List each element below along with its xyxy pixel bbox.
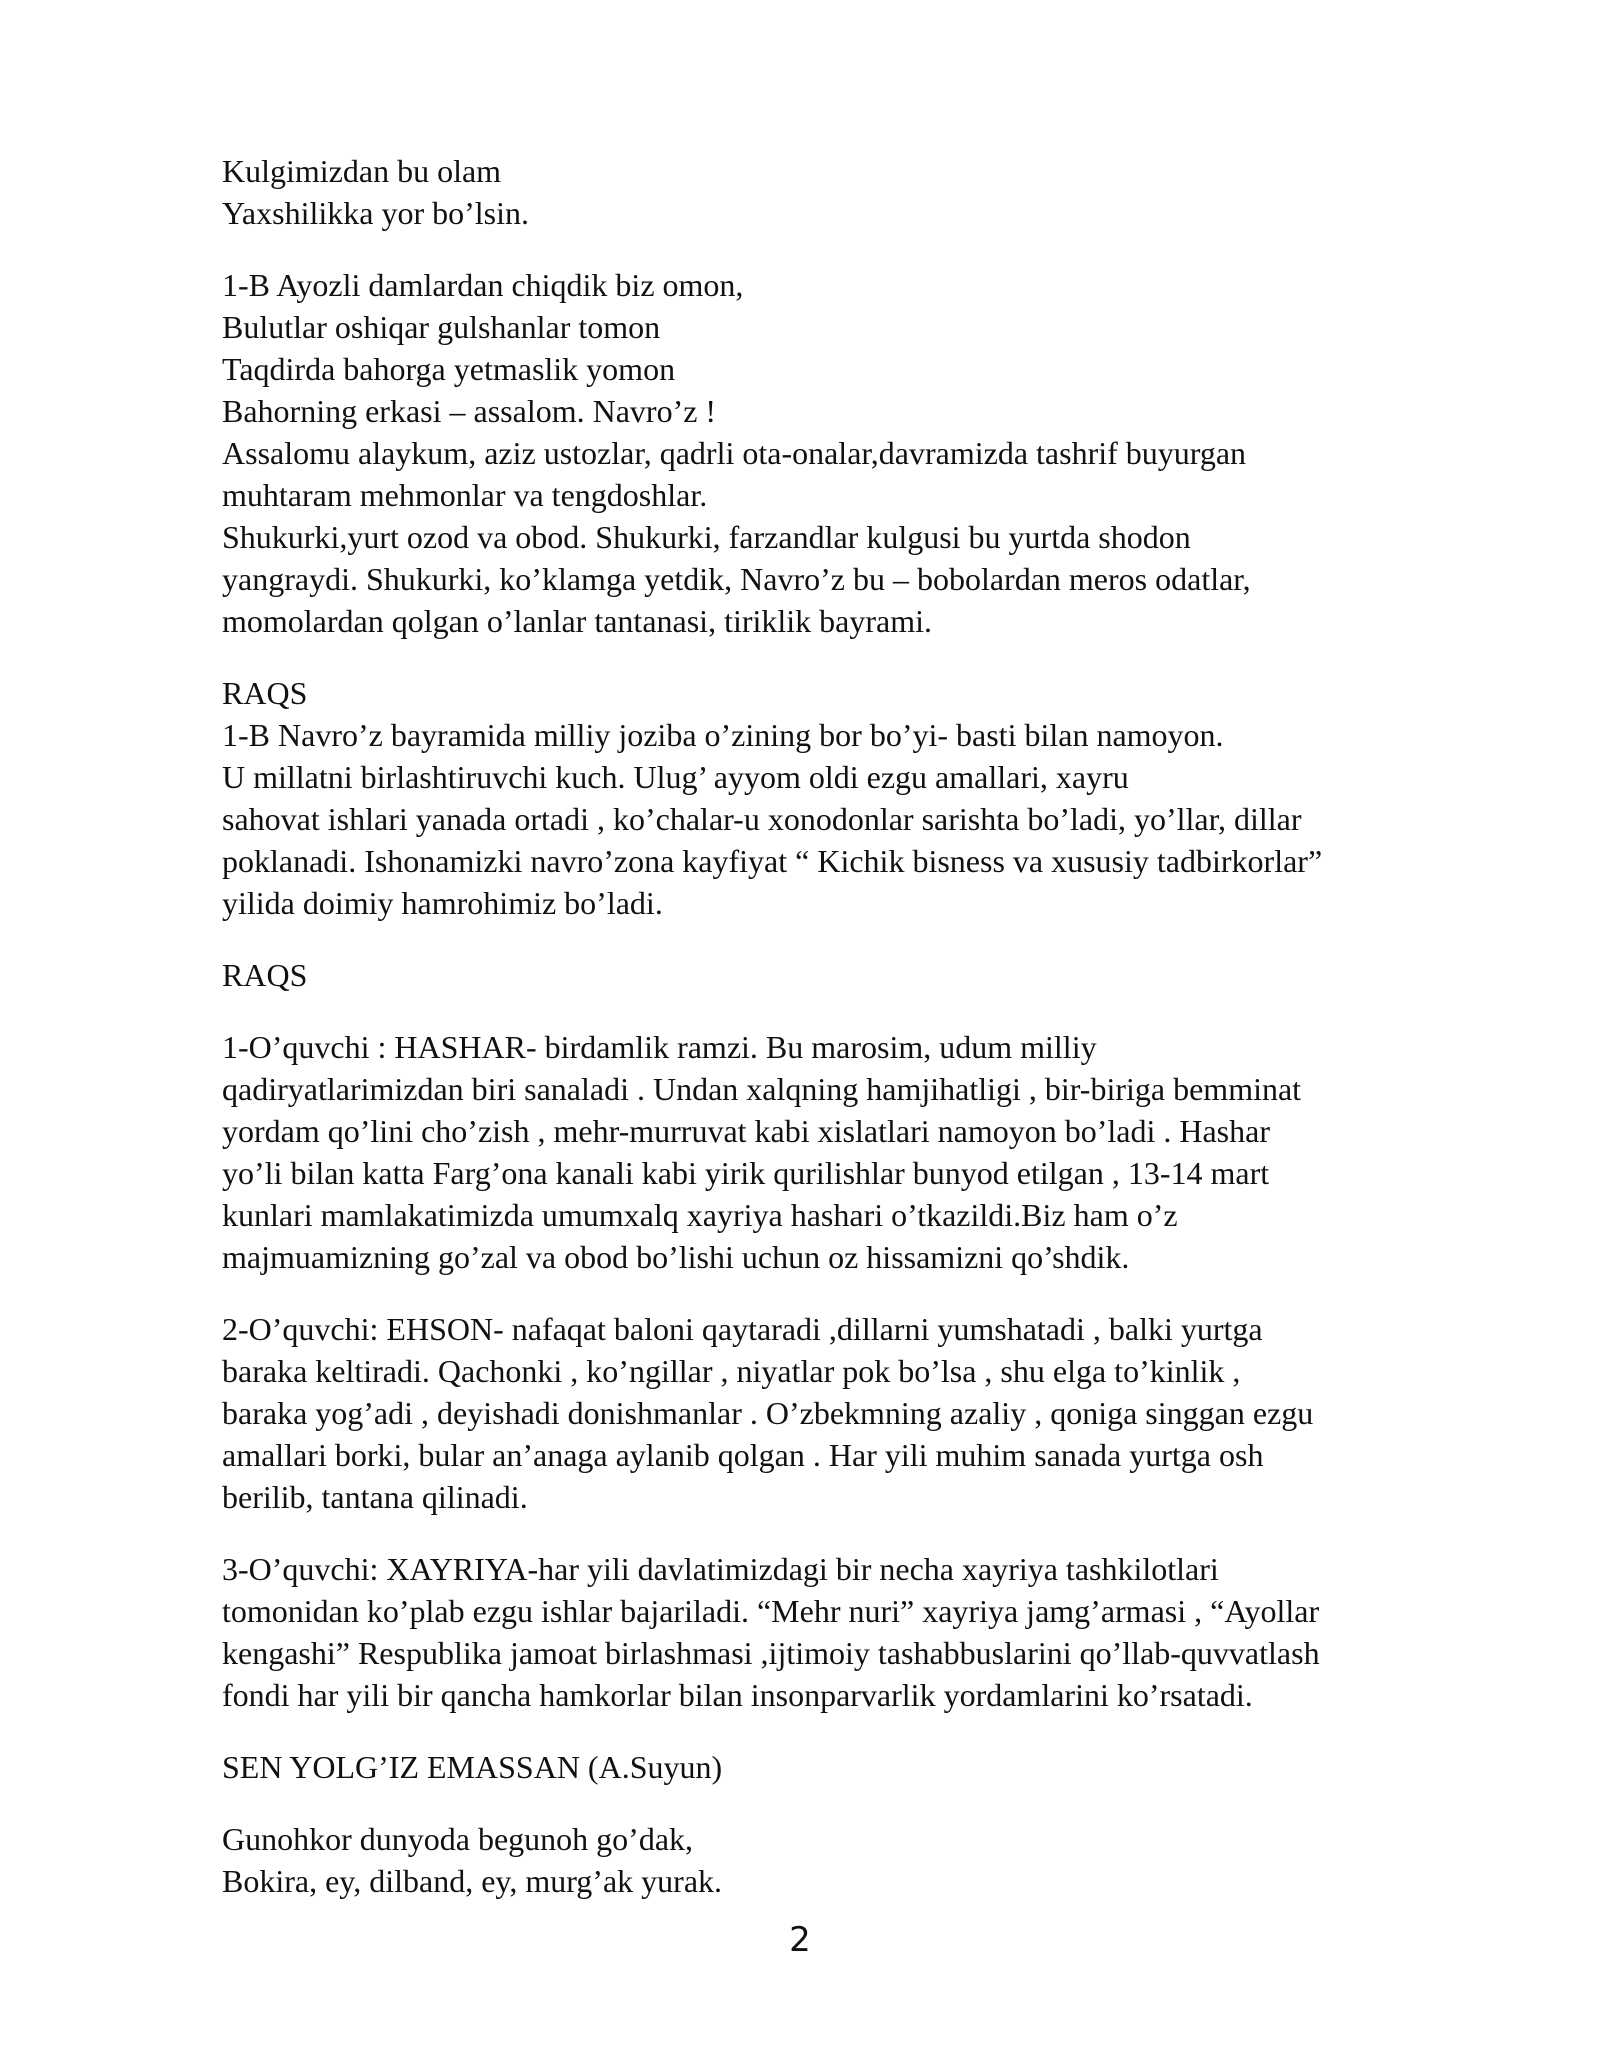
text-line: poklanadi. Ishonamizki navro’zona kayfiyat “ Kichik bisness va xususiy tadbirkorlar”	[222, 843, 1323, 879]
text-line: RAQS	[222, 675, 308, 711]
text-line: Gunohkor dunyoda begunoh go’dak,	[222, 1821, 694, 1857]
text-line: sahovat ishlari yanada ortadi , ko’chalar-u xonodonlar sarishta bo’ladi, yo’llar, dillar	[222, 801, 1302, 837]
text-line: 1-B Ayozli damlardan chiqdik biz omon,	[222, 267, 744, 303]
text-line: kengashi” Respublika jamoat birlashmasi ,ijtimoiy tashabbuslarini qo’llab-quvvatlash	[222, 1635, 1320, 1671]
text-line: baraka keltiradi. Qachonki , ko’ngillar , niyatlar pok bo’lsa , shu elga to’kinlik ,	[222, 1353, 1241, 1389]
text-line: yilida doimiy hamrohimiz bo’ladi.	[222, 885, 663, 921]
text-line: 1-O’quvchi : HASHAR- birdamlik ramzi. Bu marosim, udum milliy	[222, 1029, 1097, 1065]
text-line: berilib, tantana qilinadi.	[222, 1479, 528, 1515]
text-line: amallari borki, bular an’anaga aylanib qolgan . Har yili muhim sanada yurtga osh	[222, 1437, 1264, 1473]
paragraph	[222, 1746, 1512, 1788]
text-line: fondi har yili bir qancha hamkorlar bilan insonparvarlik yordamlarini ko’rsatadi.	[222, 1677, 1253, 1713]
text-line: 1-B Navro’z bayramida milliy joziba o’zining bor bo’yi- basti bilan namoyon.	[222, 717, 1224, 753]
text-line: SEN YOLG’IZ EMASSAN (A.Suyun)	[222, 1749, 723, 1785]
text-line: Yaxshilikka yor bo’lsin.	[222, 195, 529, 231]
paragraph	[222, 672, 1512, 924]
paragraph	[222, 1308, 1512, 1518]
text-line: Assalomu alaykum, aziz ustozlar, qadrli ota-onalar,davramizda tashrif buyurgan	[222, 435, 1247, 471]
paragraph	[222, 264, 1512, 642]
page-number: 2	[789, 1920, 811, 1960]
text-line: yordam qo’lini cho’zish , mehr-murruvat kabi xislatlari namoyon bo’ladi . Hashar	[222, 1113, 1270, 1149]
text-line: baraka yog’adi , deyishadi donishmanlar . O’zbekmning azaliy , qoniga singgan ezgu	[222, 1395, 1314, 1431]
text-line: kunlari mamlakatimizda umumxalq xayriya hashari o’tkazildi.Biz ham o’z	[222, 1197, 1178, 1233]
text-line: 3-O’quvchi: XAYRIYA-har yili davlatimizdagi bir necha xayriya tashkilotlari	[222, 1551, 1219, 1587]
text-line: qadiryatlarimizdan biri sanaladi . Undan xalqning hamjihatligi , bir-biriga bemminat	[222, 1071, 1302, 1107]
text-line: Taqdirda bahorga yetmaslik yomon	[222, 351, 676, 387]
text-line: 2-O’quvchi: EHSON- nafaqat baloni qaytaradi ,dillarni yumshatadi , balki yurtga	[222, 1311, 1263, 1347]
text-line: yo’li bilan katta Farg’ona kanali kabi yirik qurilishlar bunyod etilgan , 13-14 mart	[222, 1155, 1270, 1191]
text-line: muhtaram mehmonlar va tengdoshlar.	[222, 477, 708, 513]
paragraph	[222, 1026, 1512, 1278]
text-line: yangraydi. Shukurki, ko’klamga yetdik, Navro’z bu – bobolardan meros odatlar,	[222, 561, 1251, 597]
text-line: tomonidan ko’plab ezgu ishlar bajariladi. “Mehr nuri” xayriya jamg’armasi , “Ayollar	[222, 1593, 1320, 1629]
text-line: Kulgimizdan bu olam	[222, 153, 502, 189]
text-line: momolardan qolgan o’lanlar tantanasi, tiriklik bayrami.	[222, 603, 933, 639]
paragraph	[222, 954, 1512, 996]
text-line: Bulutlar oshiqar gulshanlar tomon	[222, 309, 661, 345]
text-line: Shukurki,yurt ozod va obod. Shukurki, farzandlar kulgusi bu yurtda shodon	[222, 519, 1191, 555]
text-line: RAQS	[222, 957, 308, 993]
text-line: Bahorning erkasi – assalom. Navro’z !	[222, 393, 717, 429]
document-body	[222, 150, 1512, 1932]
paragraph	[222, 150, 1512, 234]
text-line: U millatni birlashtiruvchi kuch. Ulug’ ayyom oldi ezgu amallari, xayru	[222, 759, 1129, 795]
paragraph	[222, 1818, 1512, 1902]
text-line: majmuamizning go’zal va obod bo’lishi uchun oz hissamizni qo’shdik.	[222, 1239, 1130, 1275]
text-line: Bokira, ey, dilband, ey, murg’ak yurak.	[222, 1863, 723, 1899]
paragraph	[222, 1548, 1512, 1716]
